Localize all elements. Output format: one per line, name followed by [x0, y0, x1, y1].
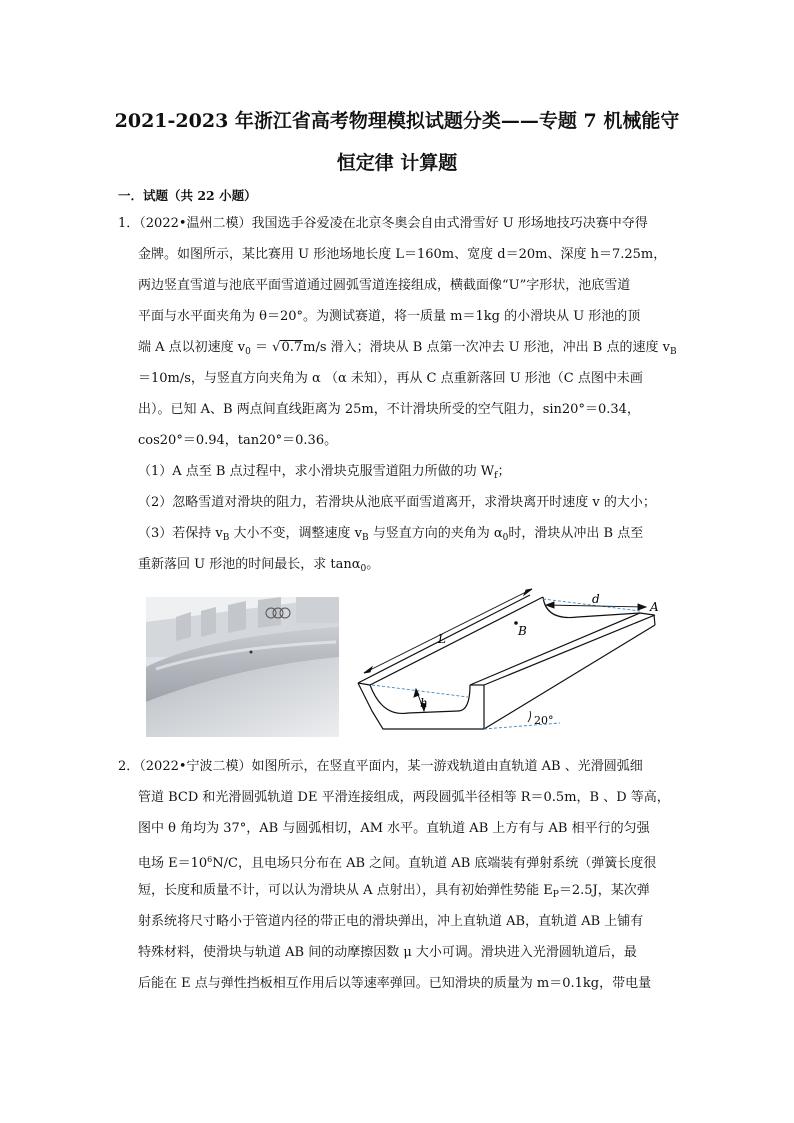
q2-line-5-text-b: ＝2.5J，某次弹 [558, 883, 650, 898]
q1-line-2: 金牌。如图所示，某比赛用 U 形池场地长度 L＝160m、宽度 d＝20m、深度 h＝7.25m， [138, 247, 667, 262]
label-L: L [438, 632, 446, 646]
halfpipe-photo-drawing [146, 597, 339, 737]
q2-exponent: 6 [207, 855, 213, 864]
q1-tan-subscript: 0 [360, 564, 367, 574]
q1-line-7: 出）。已知 A、B 两点间直线距离为 25m，不计滑块所受的空气阻力，sin20°＝0.34， [138, 402, 640, 417]
q1-line-1: 1．（2022•温州二模）我国选手谷爱凌在北京冬奥会自由式滑雪好 U 形场地技巧决赛中夺得 [118, 216, 648, 231]
label-d: d [592, 592, 600, 606]
label-angle: 20° [534, 714, 554, 727]
q1-subquestion-3 [138, 524, 643, 548]
q2-line-5-text-a: 短，长度和质量不计，可以认为滑块从 A 点射出），具有初始弹性势能 E [138, 883, 553, 898]
q2-line-4-text-a: 电场 E＝10 [138, 856, 208, 871]
q2-line-4 [138, 850, 656, 874]
q1-sub3-cont-end: 。 [366, 557, 380, 572]
q2-line-4-text-b: N/C，且电场只分布在 AB 之间。直轨道 AB 底端装有弹射系统（弹簧长度很 [212, 856, 657, 871]
document-title-line-1: 2021-2023 年浙江省高考物理模拟试题分类——专题 7 机械能守 [114, 110, 680, 132]
q2-ep-subscript: P [552, 890, 559, 900]
q1-sub3-text-b: 大小不变，调整速度 v [229, 526, 362, 541]
q1-sub3-text-d: 时，滑块从冲出 B 点至 [508, 526, 644, 541]
q2-line-6: 射系统将尺寸略小于管道内径的带正电的滑块弹出，冲上直轨道 AB，直轨道 AB 上铺有 [138, 914, 644, 929]
label-B: B [518, 624, 527, 638]
q1-v0-subscript: 0 [245, 347, 251, 357]
halfpipe-diagram [350, 585, 670, 739]
q2-line-7: 特殊材料，使滑块与轨道 AB 间的动摩擦因数 μ 大小可调。滑块进入光滑圆轨道后，最 [138, 945, 637, 960]
q1-line-5-text-b: ＝ [250, 340, 273, 355]
q1-sub3-cont-text: 重新落回 U 形池的时间最长，求 tanα [138, 557, 361, 572]
q2-line-5 [138, 881, 650, 905]
sqrt-symbol: √ [272, 340, 281, 355]
halfpipe-photo [146, 597, 339, 737]
q1-line-4: 平面与水平面夹角为 θ＝20°。为测试赛道，将一质量 m＝1kg 的小滑块从 U 形池的顶 [138, 309, 641, 324]
label-A: A [650, 600, 659, 614]
q1-wf-subscript: f [494, 471, 498, 481]
q1-sub3-sub-b2: B [361, 533, 369, 543]
q1-sub3-text-c: 与竖直方向的夹角为 α [368, 526, 503, 541]
sqrt-radicand: 0.7 [281, 340, 303, 355]
q1-sub1-end: ； [497, 464, 511, 479]
q1-line-8: cos20°＝0.94，tan20°＝0.36。 [138, 433, 338, 448]
q1-line-5-text-c: m/s 滑入；滑块从 B 点第一次冲去 U 形池，冲出 B 点的速度 v [303, 340, 670, 355]
q1-line-5 [138, 338, 677, 362]
q1-subquestion-1 [138, 462, 510, 486]
q1-sub1-text: （1）A 点至 B 点过程中，求小滑块克服雪道阻力所做的功 W [138, 464, 495, 479]
label-h: h [420, 696, 428, 710]
document-title-line-2: 恒定律 计算题 [336, 152, 458, 174]
q2-line-1: 2．（2022•宁波二模）如图所示，在竖直平面内，某一游戏轨道由直轨道 AB 、光滑圆弧细 [118, 759, 643, 774]
q1-subquestion-3-cont [138, 555, 379, 579]
q2-line-2: 管道 BCD 和光滑圆弧轨道 DE 平滑连接组成，两段圆弧半径相等 R＝0.5m，B 、D 等高， [138, 790, 670, 805]
q1-subquestion-2: （2）忽略雪道对滑块的阻力，若滑块从池底平面雪道离开，求滑块离开时速度 v 的大小； [138, 495, 656, 510]
q1-sub3-text-a: （3）若保持 v [138, 526, 223, 541]
q2-line-8: 后能在 E 点与弹性挡板相互作用后以等速率弹回。已知滑块的质量为 m＝0.1kg，带电量 [138, 976, 652, 991]
q1-line-5-text-a: 端 A 点以初速度 v [138, 340, 246, 355]
q1-sub3-sub-b: B [222, 533, 230, 543]
q1-sub3-sub-0: 0 [502, 533, 509, 543]
section-heading: 一．试题（共 22 小题） [118, 188, 257, 203]
q1-line-6: ＝10m/s，与竖直方向夹角为 α （α 未知），再从 C 点重新落回 U 形池（C 点图中未画 [138, 371, 643, 386]
q2-line-3: 图中 θ 角均为 37°，AB 与圆弧相切，AM 水平。直轨道 AB 上方有与 AB 相平行的匀强 [138, 821, 650, 836]
halfpipe-diagram-svg [350, 585, 670, 735]
q1-vb-subscript: B [669, 347, 677, 357]
q1-line-3: 两边竖直雪道与池底平面雪道通过圆弧雪道连接组成，横截面像“U”字形状，池底雪道 [138, 278, 631, 293]
